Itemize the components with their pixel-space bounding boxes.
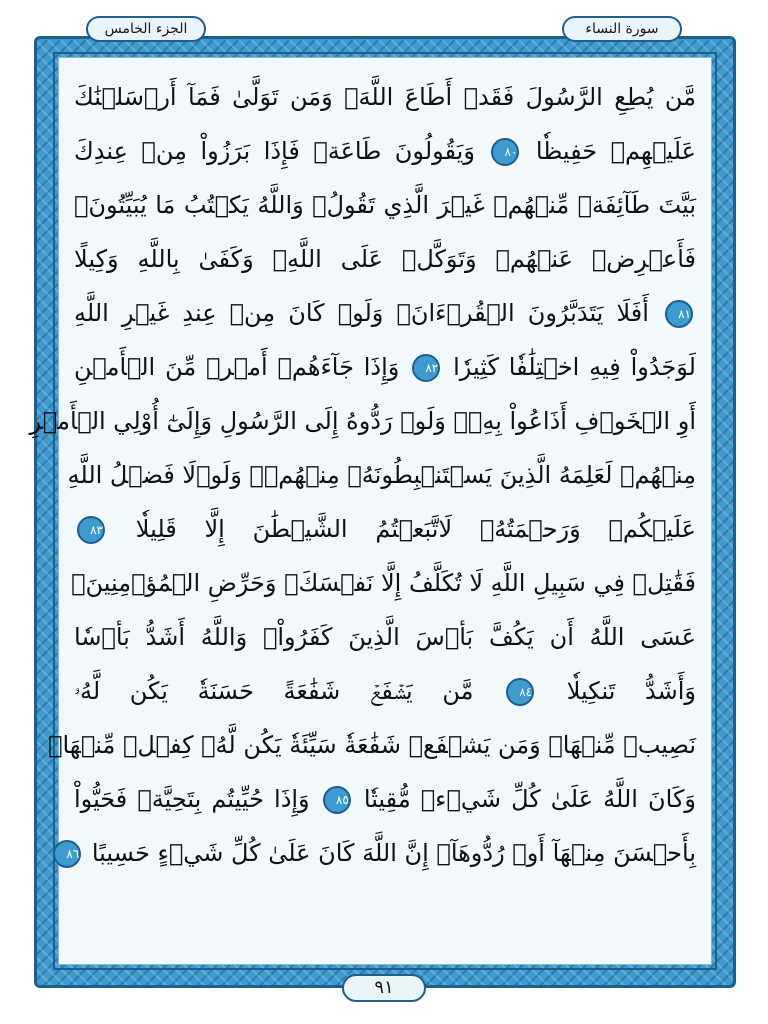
juz-header: الجزء الخامس bbox=[86, 16, 206, 42]
ayah-number-marker: ٨٢ bbox=[412, 354, 440, 382]
line-text: أَفَلَا يَتَدَبَّرُونَ الۡقُرۡءَانَۚ وَلَوۡ كَانَ مِنۡ عِندِ غَيۡرِ اللَّهِ bbox=[74, 299, 649, 327]
line-text: عَلَيۡكُمۡ وَرَحۡمَتُهُۥ لَاتَّبَعۡتُمُ الشَّيۡطَٰنَ إِلَّا قَلِيلٗا bbox=[135, 515, 696, 543]
text-line-12 bbox=[74, 664, 696, 718]
line-text: بِأَحۡسَنَ مِنۡهَآ أَوۡ رُدُّوهَآۗ إِنَّ اللَّهَ كَانَ عَلَىٰ كُلِّ شَيۡءٍ حَسِيبًا bbox=[91, 839, 696, 867]
ayah-number-marker: ٨٣ bbox=[77, 516, 105, 544]
line-text: فَقَٰتِلۡ فِي سَبِيلِ اللَّهِ لَا تُكَلَّفُ إِلَّا نَفۡسَكَۚ وَحَرِّضِ الۡمُؤۡمِنِينَۖ bbox=[71, 569, 696, 597]
line-text: وَأَشَدُّ تَنكِيلٗا bbox=[566, 677, 696, 705]
text-line-4 bbox=[74, 232, 696, 286]
line-text: وَكَانَ اللَّهُ عَلَىٰ كُلِّ شَيۡءٖ مُّقِيتٗا bbox=[363, 785, 696, 813]
line-text: نَصِيبٞ مِّنۡهَاۖ وَمَن يَشۡفَعۡ شَفَٰعَةٗ سَيِّئَةٗ يَكُن لَّهُۥ كِفۡلٞ مِّنۡهَاۗ bbox=[48, 731, 696, 759]
line-text: لَوَجَدُواْ فِيهِ اخۡتِلَٰفٗا كَثِيرٗا bbox=[453, 353, 696, 381]
text-line-15 bbox=[66, 826, 696, 880]
text-line-14 bbox=[74, 772, 696, 826]
ayah-number-marker: ٨٤ bbox=[506, 678, 534, 706]
text-line-13 bbox=[48, 718, 696, 772]
text-line-11 bbox=[74, 610, 696, 664]
line-text: مَّن يَشۡفَعۡ شَفَٰعَةً حَسَنَةٗ يَكُن لَّهُۥ bbox=[74, 677, 474, 705]
text-line-8 bbox=[67, 448, 696, 502]
line-text: أَوِ الۡخَوۡفِ أَذَاعُواْ بِهِۦۖ وَلَوۡ رَدُّوهُ إِلَى الرَّسُولِ وَإِلَىٰٓ أُوْلِي الۡأَمۡرِ bbox=[29, 407, 696, 435]
text-line-6 bbox=[74, 340, 696, 394]
line-text: فَأَعۡرِضۡ عَنۡهُمۡ وَتَوَكَّلۡ عَلَى اللَّهِۚ وَكَفَىٰ بِاللَّهِ وَكِيلًا bbox=[74, 245, 696, 273]
line-text: وَيَقُولُونَ طَاعَةٞ فَإِذَا بَرَزُواْ مِنۡ عِندِكَ bbox=[74, 137, 475, 165]
quran-text-block bbox=[29, 70, 696, 960]
text-line-2 bbox=[74, 124, 696, 178]
line-text: وَإِذَا حُيِّيتُم بِتَحِيَّةٖ فَحَيُّواْ bbox=[74, 785, 310, 813]
text-line-3 bbox=[74, 178, 696, 232]
text-line-9 bbox=[74, 502, 696, 556]
line-text: وَإِذَا جَآءَهُمۡ أَمۡرٞ مِّنَ الۡأَمۡنِ bbox=[74, 353, 400, 381]
ayah-number-marker: ٨٠ bbox=[491, 138, 519, 166]
text-line-10 bbox=[71, 556, 696, 610]
line-text: عَلَيۡهِمۡ حَفِيظٗا bbox=[535, 137, 696, 165]
line-text: مِنۡهُمۡ لَعَلِمَهُ الَّذِينَ يَسۡتَنۢبِطُونَهُۥ مِنۡهُمۡۗ وَلَوۡلَا فَضۡلُ اللَّهِ bbox=[67, 461, 696, 489]
ayah-number-marker: ٨١ bbox=[665, 300, 693, 328]
line-text: عَسَى اللَّهُ أَن يَكُفَّ بَأۡسَ الَّذِينَ كَفَرُواْۚ وَاللَّهُ أَشَدُّ بَأۡسٗا bbox=[74, 623, 696, 651]
text-line-1 bbox=[74, 70, 696, 124]
text-line-7 bbox=[29, 394, 696, 448]
ayah-number-marker: ٨٥ bbox=[323, 786, 351, 814]
page-number: ٩١ bbox=[342, 974, 426, 1002]
ayah-number-marker: ٨٦ bbox=[53, 840, 81, 868]
line-text: مَّن يُطِعِ الرَّسُولَ فَقَدۡ أَطَاعَ اللَّهَۖ وَمَن تَوَلَّىٰ فَمَآ أَرۡسَلۡنَٰكَ bbox=[74, 83, 696, 111]
text-line-5 bbox=[74, 286, 696, 340]
surah-header: سورة النساء bbox=[562, 16, 682, 42]
line-text: بَيَّتَ طَآئِفَةٞ مِّنۡهُمۡ غَيۡرَ الَّذِي تَقُولُۖ وَاللَّهُ يَكۡتُبُ مَا يُبَيِّتُونَۖ bbox=[74, 191, 696, 219]
